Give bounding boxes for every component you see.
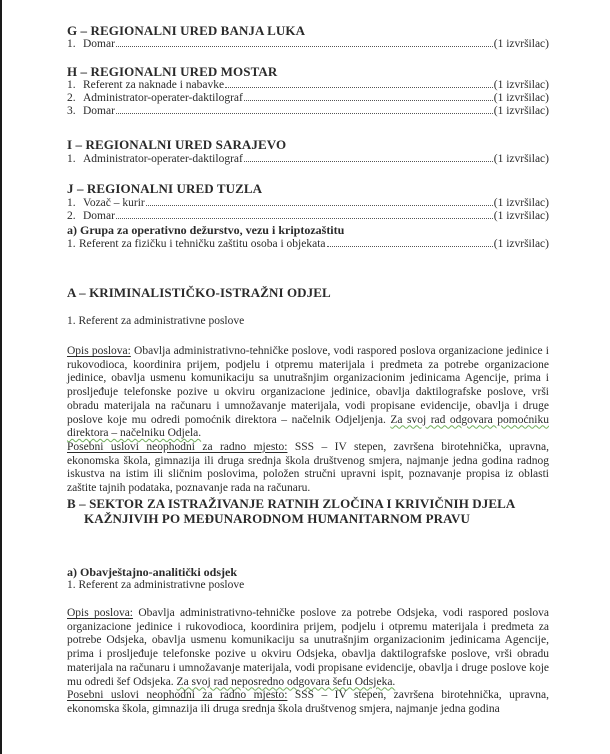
item-number: 1. [67, 153, 76, 165]
item-count: (1 izvršilac) [493, 92, 549, 104]
item-name: Domar [83, 210, 115, 222]
item-name: Administrator-operater-daktilograf [83, 153, 243, 165]
dot-leader [244, 100, 493, 101]
item-number: 2. [67, 92, 76, 104]
dot-leader [244, 161, 493, 162]
list-item [67, 79, 549, 92]
item-count: (1 izvršilac) [493, 210, 549, 222]
item-number: 1. [67, 38, 76, 50]
dot-leader [146, 205, 493, 206]
page-left-border [0, 0, 2, 754]
list-item [67, 153, 549, 166]
dot-leader [327, 246, 493, 247]
opis-text: Obavlja administrativno-tehničke poslove, vodi raspored poslova organizacione jedinice i rukovodioca, koordinira prijem, podjelu i otpremu materijala i predmeta za potrebe organizacione jedinice, obavlja usmenu komunikaciju sa unutrašnjim organizacionim jedinicama Agencije, prima i prosljeđuje telefonske pozive u okviru organizacione jedinice, obavlja daktilografske poslove, vrši obradu materijala na računaru i umnožavanje materijala, vodi propisane evidencije, obavlja i druge poslove koje mu odredi pomoćnik direktora – načelnik Odjeljenja. [67, 345, 549, 426]
item-count: (1 izvršilac) [493, 153, 549, 165]
position-title: 1. Referent za administrativne poslove [67, 579, 245, 591]
section-heading-g: G – REGIONALNI URED BANJA LUKA [67, 23, 306, 38]
list-item [67, 210, 549, 223]
item-count: (1 izvršilac) [493, 197, 549, 209]
item-name: Domar [83, 38, 115, 50]
item-name: Domar [83, 105, 115, 117]
item-number: 2. [67, 210, 76, 222]
item-count: (1 izvršilac) [493, 105, 549, 117]
section-heading-b-line2: KAŽNJIVIH PO MEĐUNARODNOM HUMANITARNOM PRAVU [84, 511, 470, 526]
opis-label: Opis poslova: [67, 607, 134, 619]
item-count: (1 izvršilac) [493, 238, 549, 250]
job-description [67, 607, 549, 717]
uslovi-label: Posebni uslovi neophodni za radno mjesto: [67, 689, 288, 702]
section-heading-j: J – REGIONALNI URED TUZLA [67, 181, 263, 196]
job-description [67, 345, 549, 496]
list-item [67, 105, 549, 118]
dot-leader [116, 218, 493, 219]
item-name: Vozač – kurir [83, 197, 145, 209]
uslovi-text: SSS – IV stepen, završena birotehnička, upravna, ekonomska škola, gimnazija ili druga srednja škola društvenog smjera, najmanje jedna godina radnog iskustva na istim ili sličnim poslovima, položen stručni upravni ispit, poznavanje propisa iz oblasti zaštite tajnih podataka, poznavanje rada na računaru. [67, 440, 550, 495]
list-item [67, 238, 549, 251]
subgroup-heading: a) Grupa za operativno dežurstvo, vezu i kriptozaštitu [67, 223, 345, 237]
responsibility-text: Za svoj rad odgovara pomoćniku direktora – načelniku Odjela. [67, 413, 549, 440]
uslovi-label: Posebni uslovi neophodni za radno mjesto: [67, 440, 288, 453]
item-name: Referent za fizičku i tehničku zaštitu osoba i objekata [79, 238, 326, 250]
item-name: Administrator-operater-daktilograf [83, 92, 243, 104]
section-heading-b-line1: B – SEKTOR ZA ISTRAŽIVANJE RATNIH ZLOČINA I KRIVIČNIH DJELA [67, 496, 516, 511]
section-heading-h: H – REGIONALNI URED MOSTAR [67, 64, 278, 79]
opis-label: Opis poslova: [67, 345, 131, 357]
position-title: 1. Referent za administrativne poslove [67, 315, 245, 327]
list-item [67, 197, 549, 210]
uslovi-text: SSS – IV stepen, završena birotehnička, upravna, ekonomska škola, gimnazija ili druga srednja škola društvenog smjera, najmanje jedna godina [67, 689, 550, 715]
section-heading-i: I – REGIONALNI URED SARAJEVO [67, 137, 287, 152]
item-count: (1 izvršilac) [493, 38, 549, 50]
list-item [67, 38, 549, 51]
item-number: 1. [67, 197, 76, 209]
section-heading-b [67, 496, 515, 526]
subsection-heading: a) Obavještajno-analitički odsjek [67, 565, 238, 579]
item-count: (1 izvršilac) [493, 79, 549, 91]
item-number: 1. [67, 238, 76, 250]
item-name: Referent za naknade i nabavke [83, 79, 225, 91]
opis-text: Obavlja administrativno-tehničke poslove za potrebe Odsjeka, vodi raspored poslova organizacione jedinice i rukovodioca, koordinira prijem, podjelu i otpremu materijala i predmeta za potrebe Odsjeka, obavlja usmenu komunikaciju sa unutrašnjim organizacionim jedinicama Agencije, prima i prosljeđuje telefonske pozive u okviru Odsjeka, obavlja daktilografske poslove, vrši obradu materijala na računaru i umnožavanje materijala, vodi propisane evidencije, obavlja i druge poslove koje mu odredi šef Odsjeka. [67, 607, 549, 688]
list-item [67, 92, 549, 105]
dot-leader [116, 46, 493, 47]
dot-leader [225, 87, 493, 88]
section-heading-a: A – KRIMINALISTIČKO-ISTRAŽNI ODJEL [67, 285, 331, 300]
item-number: 1. [67, 79, 76, 91]
responsibility-text: Za svoj rad neposredno odgovara šefu Odsjeka. [176, 675, 396, 688]
dot-leader [116, 113, 493, 114]
item-number: 3. [67, 105, 76, 117]
